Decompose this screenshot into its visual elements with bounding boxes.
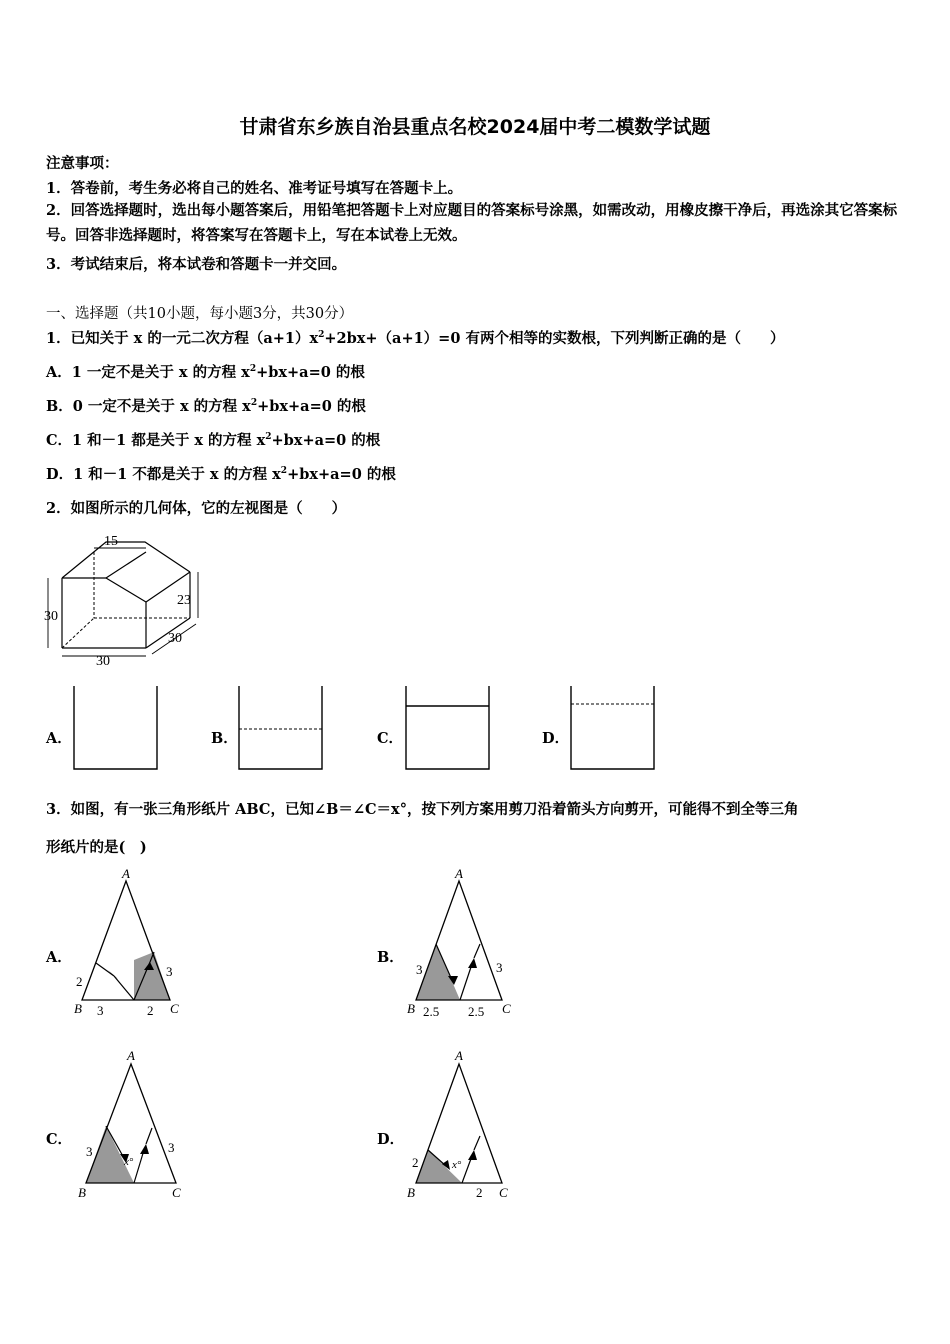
len-right: 3: [496, 960, 503, 975]
dim-depth: 30: [168, 631, 182, 646]
len-right: 3: [168, 1140, 175, 1155]
notice-item-1: 1．答卷前，考生务必将自己的姓名、准考证号填写在答题卡上。: [46, 180, 463, 197]
q3-option-d-figure: [402, 1046, 517, 1201]
q3-option-a-label: A．: [46, 949, 72, 966]
q1-option-a: A．1 一定不是关于 x 的方程 $x^2+bx+a=0$ 的根: [46, 364, 365, 381]
q2-option-c-label: C．: [377, 730, 404, 747]
q1-option-b: B．0 一定不是关于 x 的方程 $x^2+bx+a=0$ 的根: [46, 398, 366, 415]
notice-item-2: 2．回答选择题时，选出每小题答案后，用铅笔把答题卡上对应题目的答案标号涂黑，如需改动，用橡皮擦干净后，再选涂其它答案标号。回答非选择题时，将答案写在答题卡上，写在本试卷上无效。: [46, 202, 898, 244]
vertex-b: B: [407, 1185, 415, 1200]
q3-option-c-figure: [72, 1046, 187, 1201]
page-title: 甘肃省东乡族自治县重点名校2024届中考二模数学试题: [239, 116, 711, 138]
len-b2: 2: [147, 1003, 154, 1016]
vertex-c: C: [502, 1001, 511, 1016]
len-b2: 2.5: [468, 1004, 485, 1016]
vertex-a: A: [455, 866, 463, 881]
q3-stem-line1: 3．如图，有一张三角形纸片 ABC，已知∠B＝∠C＝x°，按下列方案用剪刀沿着箭头方向剪开，可能得不到全等三角: [46, 801, 799, 818]
q3-option-a-figure: [70, 866, 185, 1016]
q1-stem: 1．已知关于 x 的一元二次方程$(a+1)x^2+2bx+(a+1)=0$ 有两个相等的实数根，下列判断正确的是（ ）: [46, 330, 785, 347]
section-heading: 一、选择题（共10小题，每小题3分，共30分）: [46, 306, 354, 322]
q3-option-d-label: D．: [377, 1131, 405, 1148]
angle-x: x°: [124, 1156, 134, 1168]
q2-solid-figure: [40, 528, 210, 673]
dim-top: 15: [104, 534, 118, 549]
vertex-b: B: [78, 1185, 86, 1200]
q2-option-b-label: B．: [211, 730, 238, 747]
vertex-a: A: [122, 866, 130, 881]
vertex-a: A: [455, 1048, 463, 1063]
dim-left: 30: [44, 609, 58, 624]
len-b1: 3: [97, 1003, 104, 1016]
dim-right: 23: [177, 593, 191, 608]
len-b1: 2.5: [423, 1004, 440, 1016]
vertex-b: B: [74, 1001, 82, 1016]
vertex-c: C: [170, 1001, 179, 1016]
len-left: 3: [416, 962, 423, 977]
len-right: 3: [166, 964, 173, 979]
q1-option-c: C．1 和－1 都是关于 x 的方程 $x^2+bx+a=0$ 的根: [46, 432, 381, 449]
q2-option-c-figure: [404, 686, 494, 772]
vertex-a: A: [127, 1048, 135, 1063]
q1-option-d: D．1 和－1 不都是关于 x 的方程 $x^2+bx+a=0$ 的根: [46, 466, 396, 483]
len-left: 2: [76, 974, 83, 989]
len-left: 2: [412, 1155, 419, 1170]
len-b2: 2: [476, 1185, 483, 1200]
q2-option-a-label: A．: [46, 730, 72, 747]
notice-heading: 注意事项：: [46, 155, 119, 172]
q2-option-d-figure: [569, 686, 659, 772]
q2-stem: 2．如图所示的几何体，它的左视图是（ ）: [46, 500, 347, 517]
vertex-b: B: [407, 1001, 415, 1016]
vertex-c: C: [172, 1185, 181, 1200]
q2-option-a-figure: [72, 686, 162, 772]
q3-option-b-label: B．: [377, 949, 404, 966]
dim-bottom: 30: [96, 654, 110, 669]
q3-option-c-label: C．: [46, 1131, 73, 1148]
q3-stem-line2: 形纸片的是( ): [46, 839, 147, 856]
q3-option-b-figure: [402, 866, 517, 1016]
q2-option-b-figure: [237, 686, 327, 772]
angle-x: x°: [452, 1159, 462, 1171]
len-left: 3: [86, 1144, 93, 1159]
q2-option-d-label: D．: [542, 730, 570, 747]
notice-item-3: 3．考试结束后，将本试卷和答题卡一并交回。: [46, 256, 347, 273]
vertex-c: C: [499, 1185, 508, 1200]
